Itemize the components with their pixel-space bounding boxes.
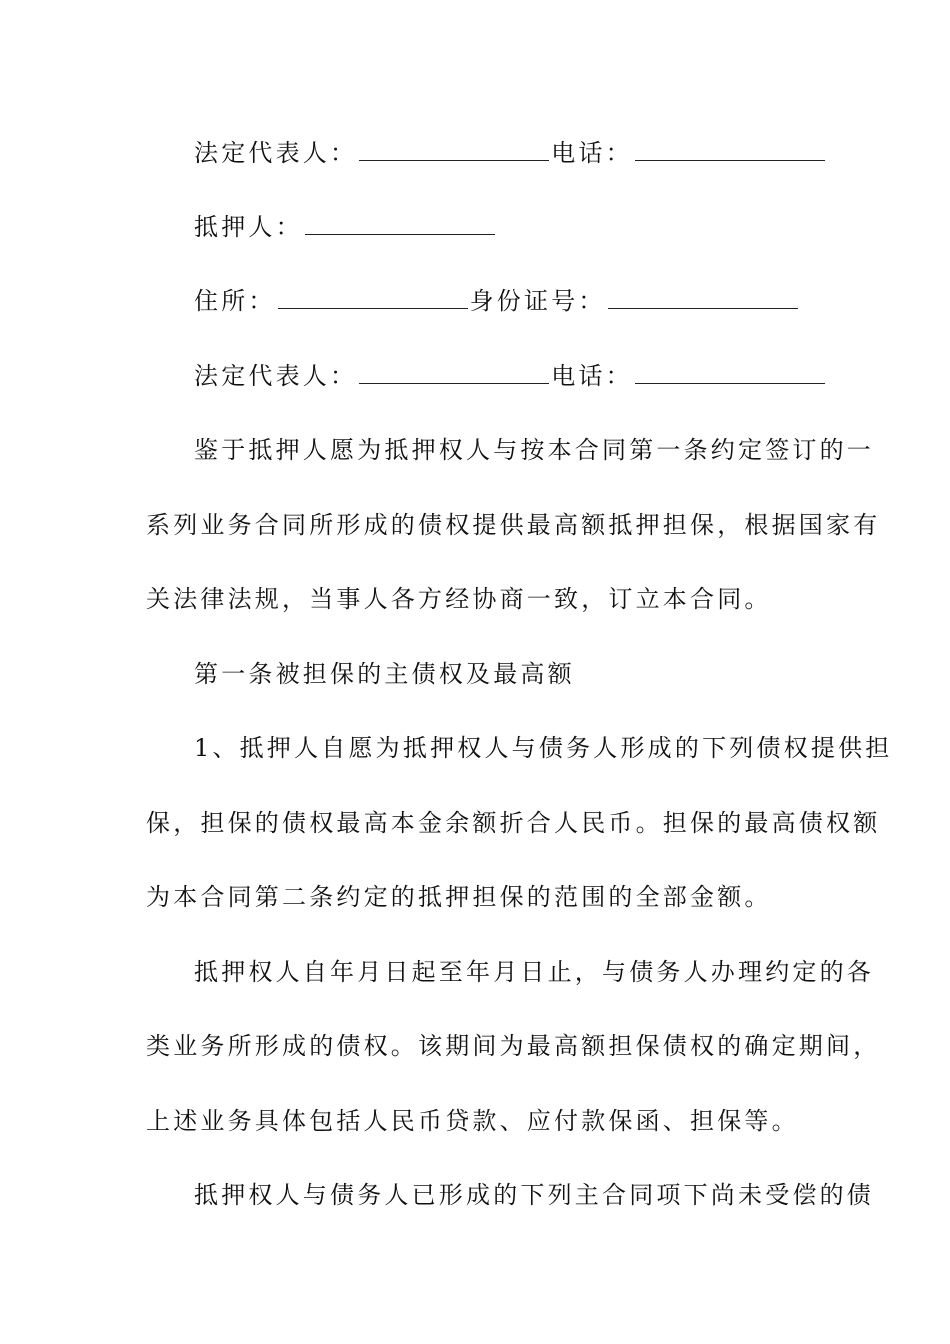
field-row-legal-rep-1: [194, 138, 816, 168]
legal-rep-blank: [359, 361, 549, 384]
field-row-address: [194, 286, 816, 316]
paragraph-line: 鉴于抵押人愿为抵押权人与按本合同第一条约定签订的一: [194, 436, 874, 464]
address-blank: [278, 286, 468, 309]
legal-rep-blank: [359, 138, 549, 161]
phone-blank: [635, 138, 825, 161]
field-row-legal-rep-2: [194, 361, 816, 391]
phone-blank: [635, 361, 825, 384]
paragraph-line: 1、抵押人自愿为抵押权人与债务人形成的下列债权提供担: [194, 734, 893, 762]
paragraph-line: 类业务所形成的债权。该期间为最高额担保债权的确定期间，: [146, 1032, 881, 1060]
field-row-mortgagor: [194, 212, 816, 242]
phone-label: 电话：: [551, 139, 633, 167]
mortgagor-blank: [305, 212, 495, 235]
id-number-label: 身份证号：: [469, 287, 606, 315]
legal-rep-label: 法定代表人：: [194, 139, 358, 167]
paragraph-line: 抵押权人与债务人已形成的下列主合同项下尚未受偿的债: [194, 1181, 874, 1209]
mortgagor-label: 抵押人：: [194, 213, 303, 241]
legal-rep-label: 法定代表人：: [194, 362, 358, 390]
address-label: 住所：: [194, 287, 276, 315]
section-heading: 第一条被担保的主债权及最高额: [194, 660, 575, 688]
paragraph-line: 系列业务合同所形成的债权提供最高额抵押担保，根据国家有: [146, 511, 881, 539]
phone-label: 电话：: [551, 362, 633, 390]
paragraph-line: 抵押权人自年月日起至年月日止，与债务人办理约定的各: [194, 958, 874, 986]
id-number-blank: [608, 286, 798, 309]
paragraph-line: 关法律法规，当事人各方经协商一致，订立本合同。: [146, 585, 772, 613]
paragraph-line: 保，担保的债权最高本金余额折合人民币。担保的最高债权额: [146, 809, 881, 837]
paragraph-line: 上述业务具体包括人民币贷款、应付款保函、担保等。: [146, 1107, 799, 1135]
paragraph-line: 为本合同第二条约定的抵押担保的范围的全部金额。: [146, 883, 772, 911]
